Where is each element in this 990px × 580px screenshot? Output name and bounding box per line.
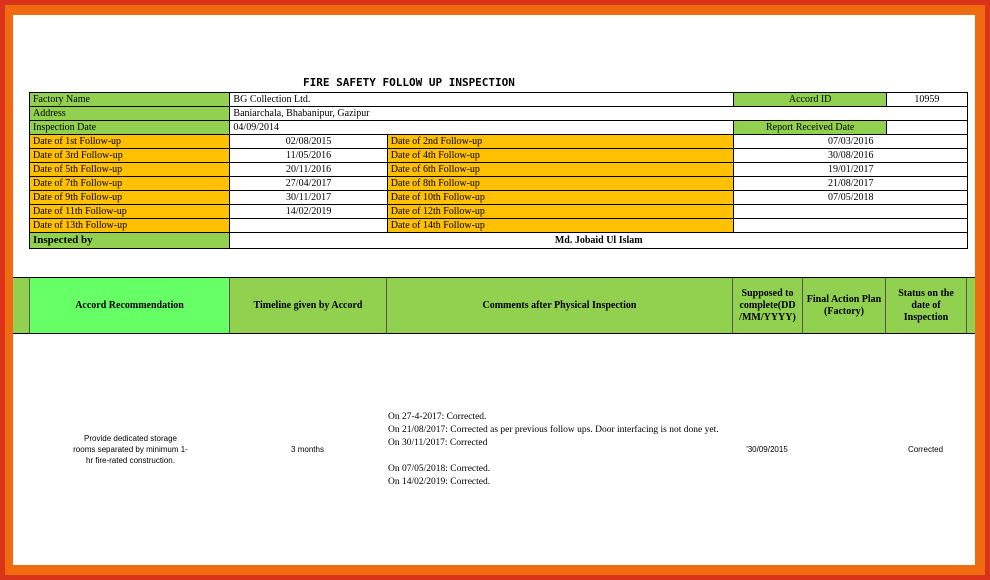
comment-line: On 14/02/2019: Corrected.	[388, 477, 491, 487]
followup-row	[30, 177, 968, 191]
comment-line: On 21/08/2017: Corrected as per previous follow ups. Door interfacing is not done yet.	[388, 425, 719, 435]
header-spacer-right	[966, 278, 975, 333]
factory-name-value: BG Collection Ltd.	[230, 93, 734, 107]
header-supposed-to-complete: Supposed to complete(DD /MM/YYYY)	[732, 278, 802, 333]
header-status: Status on the date of Inspection	[885, 278, 966, 333]
comment-line: On 07/05/2018: Corrected.	[388, 464, 491, 474]
followup-label-a: Date of 7th Follow-up	[30, 177, 230, 191]
comment-line	[388, 450, 733, 463]
accord-id-value: 10959	[886, 93, 967, 107]
followup-label-b: Date of 14th Follow-up	[387, 219, 734, 233]
address-value: Baniarchala, Bhabanipur, Gazipur	[230, 107, 968, 121]
followup-value-a: 27/04/2017	[230, 177, 387, 191]
followup-value-b: 30/08/2016	[734, 149, 968, 163]
followup-value-a: 20/11/2016	[230, 163, 387, 177]
followup-value-a: 11/05/2016	[230, 149, 387, 163]
followup-label-b: Date of 10th Follow-up	[387, 191, 734, 205]
followup-value-b: 19/01/2017	[734, 163, 968, 177]
followup-label-a: Date of 1st Follow-up	[30, 135, 230, 149]
row-final-action-plan	[802, 333, 885, 565]
followup-label-b: Date of 6th Follow-up	[387, 163, 734, 177]
address-label: Address	[30, 107, 230, 121]
inspection-info-table	[29, 92, 968, 249]
inspected-by-row	[30, 233, 968, 249]
followup-label-a: Date of 13th Follow-up	[30, 219, 230, 233]
header-comments: Comments after Physical Inspection	[386, 278, 732, 333]
followup-value-b	[734, 205, 968, 219]
factory-name-row	[30, 93, 968, 107]
row-status: Corrected	[907, 444, 944, 454]
followup-label-b: Date of 8th Follow-up	[387, 177, 734, 191]
followup-value-b: 07/03/2016	[734, 135, 968, 149]
followup-value-a: 02/08/2015	[230, 135, 387, 149]
inspected-by-label: Inspected by	[30, 233, 230, 249]
inspection-date-value: 04/09/2014	[230, 121, 734, 135]
followup-row	[30, 191, 968, 205]
address-row	[30, 107, 968, 121]
recommendation-table-header	[13, 277, 975, 334]
followup-label-b: Date of 2nd Follow-up	[387, 135, 734, 149]
followup-label-a: Date of 9th Follow-up	[30, 191, 230, 205]
followup-row	[30, 205, 968, 219]
followup-label-b: Date of 4th Follow-up	[387, 149, 734, 163]
followup-row	[30, 163, 968, 177]
report-received-label: Report Received Date	[734, 121, 886, 135]
report-received-value	[886, 121, 967, 135]
row-timeline: 3 months	[291, 444, 324, 454]
row-comments	[388, 411, 733, 489]
header-timeline: Timeline given by Accord	[229, 278, 386, 333]
followup-label-a: Date of 5th Follow-up	[30, 163, 230, 177]
followup-label-b: Date of 12th Follow-up	[387, 205, 734, 219]
accord-id-label: Accord ID	[734, 93, 886, 107]
followup-value-b	[734, 219, 968, 233]
factory-name-label: Factory Name	[30, 93, 230, 107]
table-row	[13, 333, 975, 565]
followup-label-a: Date of 11th Follow-up	[30, 205, 230, 219]
followup-value-a: 14/02/2019	[230, 205, 387, 219]
header-final-action-plan: Final Action Plan (Factory)	[802, 278, 885, 333]
followup-value-b: 07/05/2018	[734, 191, 968, 205]
inspection-date-label: Inspection Date	[30, 121, 230, 135]
header-accord-recommendation: Accord Recommendation	[29, 278, 229, 333]
document-page	[13, 15, 975, 565]
header-spacer	[13, 278, 29, 333]
followup-value-b: 21/08/2017	[734, 177, 968, 191]
followup-value-a: 30/11/2017	[230, 191, 387, 205]
inspection-date-row	[30, 121, 968, 135]
document-title: FIRE SAFETY FOLLOW UP INSPECTION	[303, 76, 515, 89]
followup-value-a	[230, 219, 387, 233]
row-supposed-to-complete: '30/09/2015	[746, 444, 788, 454]
followup-row	[30, 149, 968, 163]
row-recommendation: Provide dedicated storage rooms separated by minimum 1-hr fire-rated construction.	[73, 433, 188, 465]
comment-line: On 27-4-2017: Corrected.	[388, 412, 487, 422]
followup-row	[30, 219, 968, 233]
inspected-by-value: Md. Jobaid Ul Islam	[230, 233, 968, 249]
followup-label-a: Date of 3rd Follow-up	[30, 149, 230, 163]
comment-line: On 30/11/2017: Corrected	[388, 438, 488, 448]
followup-row	[30, 135, 968, 149]
